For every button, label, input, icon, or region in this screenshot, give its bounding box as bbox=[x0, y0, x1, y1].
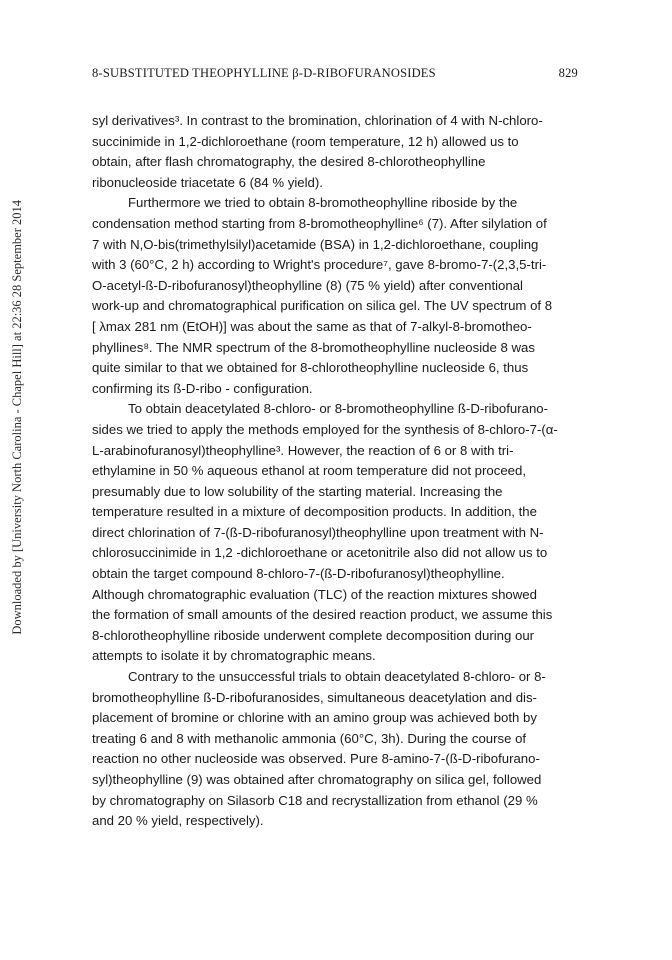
text-line: presumably due to low solubility of the starting material. Increasing the bbox=[92, 483, 503, 499]
text-line: obtain the target compound 8-chloro-7-(ß-D-ribofuranosyl)theophylline. bbox=[92, 566, 505, 582]
text-line: bromotheophylline ß-D-ribofuranosides, simultaneous deacetylation and dis- bbox=[92, 689, 537, 705]
running-header-title: 8-SUBSTITUTED THEOPHYLLINE β-D-RIBOFURANOSIDES bbox=[92, 66, 436, 80]
paragraph-start-line: To obtain deacetylated 8-chloro- or 8-bromotheophylline ß-D-ribofurano- bbox=[128, 401, 549, 417]
paragraph-start-line: Contrary to the unsuccessful trials to obtain deacetylated 8-chloro- or 8- bbox=[128, 669, 546, 685]
text-line: L-arabinofuranosyl)theophylline³. However, the reaction of 6 or 8 with tri- bbox=[92, 442, 514, 458]
body-text bbox=[92, 111, 582, 832]
text-line: sides we tried to apply the methods employed for the synthesis of 8-chloro-7-(α- bbox=[92, 421, 558, 437]
text-line: direct chlorination of 7-(ß-D-ribofuranosyl)theophylline upon treatment with N- bbox=[92, 524, 544, 540]
text-line: placement of bromine or chlorine with an amino group was achieved both by bbox=[92, 710, 537, 726]
text-line: ethylamine in 50 % aqueous ethanol at room temperature did not proceed, bbox=[92, 463, 526, 479]
text-line: confirming its ß-D-ribo - configuration. bbox=[92, 380, 313, 396]
text-line: with 3 (60°C, 2 h) according to Wright's procedure⁷, gave 8-bromo-7-(2,3,5-tri- bbox=[92, 257, 547, 273]
text-line: O-acetyl-ß-D-ribofuranosyl)theophylline (8) (75 % yield) after conventional bbox=[92, 277, 523, 293]
text-line: ribonucleoside triacetate 6 (84 % yield). bbox=[92, 174, 323, 190]
text-line: attempts to isolate it by chromatographic means. bbox=[92, 648, 376, 664]
text-line: condensation method starting from 8-bromotheophylline⁶ (7). After silylation of bbox=[92, 215, 547, 231]
text-line: quite similar to that we obtained for 8-chlorotheophylline nucleoside 6, thus bbox=[92, 360, 529, 376]
text-line: work-up and chromatographical purification on silica gel. The UV spectrum of 8 bbox=[92, 298, 553, 314]
text-line: Although chromatographic evaluation (TLC) of the reaction mixtures showed bbox=[92, 586, 537, 602]
text-line: syl derivatives³. In contrast to the bromination, chlorination of 4 with N-chloro- bbox=[92, 113, 543, 128]
download-watermark-text: Downloaded by [University North Carolina - Chapel Hill] at 22:36 28 September 2014 bbox=[10, 200, 24, 635]
text-line: [ λmax 281 nm (EtOH)] was about the same as that of 7-alkyl-8-bromotheo- bbox=[92, 318, 532, 334]
text-line: by chromatography on Silasorb C18 and recrystallization from ethanol (29 % bbox=[92, 792, 538, 808]
text-line: syl)theophylline (9) was obtained after chromatography on silica gel, followed bbox=[92, 772, 542, 787]
text-line: the formation of small amounts of the desired reaction product, we assume this bbox=[92, 607, 553, 623]
text-line: reaction no other nucleoside was observed. Pure 8-amino-7-(ß-D-ribofurano- bbox=[92, 751, 540, 767]
download-watermark bbox=[10, 200, 28, 760]
text-line: succinimide in 1,2-dichloroethane (room temperature, 12 h) allowed us to bbox=[92, 133, 519, 149]
page-number: 829 bbox=[558, 66, 578, 80]
text-line: 8-chlorotheophylline riboside underwent complete decomposition during our bbox=[92, 627, 535, 643]
text-line: temperature resulted in a mixture of decomposition products. In addition, the bbox=[92, 504, 537, 520]
text-line: treating 6 and 8 with methanolic ammonia (60°C, 3h). During the course of bbox=[92, 730, 527, 746]
text-line: and 20 % yield, respectively). bbox=[92, 813, 264, 829]
text-line: chlorosuccinimide in 1,2 -dichloroethane or acetonitrile also did not allow us to bbox=[92, 545, 548, 561]
text-line: phyllines⁸. The NMR spectrum of the 8-bromotheophylline nucleoside 8 was bbox=[92, 339, 535, 355]
text-line: 7 with N,O-bis(trimethylsilyl)acetamide (BSA) in 1,2-dichloroethane, coupling bbox=[92, 236, 539, 252]
paragraph-start-line: Furthermore we tried to obtain 8-bromotheophylline riboside by the bbox=[128, 195, 518, 211]
text-line: obtain, after flash chromatography, the desired 8-chlorotheophylline bbox=[92, 154, 486, 170]
running-header bbox=[92, 66, 578, 84]
